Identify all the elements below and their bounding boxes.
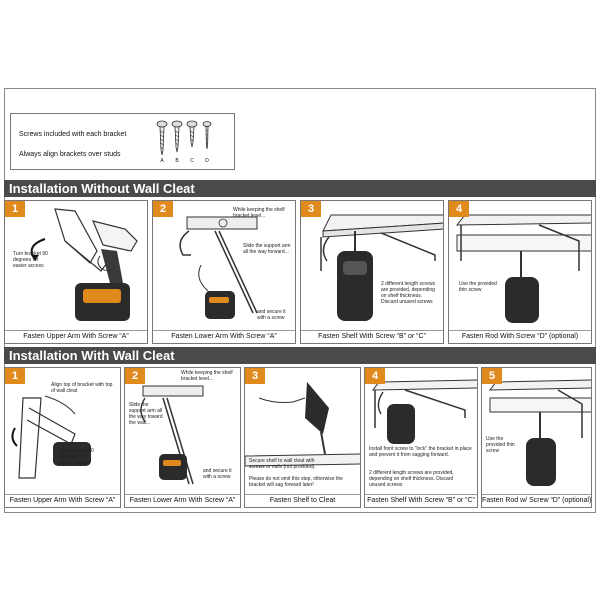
screws-legend (10, 113, 235, 170)
step-panel-1a (4, 200, 148, 344)
step-panel-5b (481, 367, 592, 508)
screw-b-icon (171, 120, 183, 160)
step-badge-2b: 2 (125, 368, 145, 384)
screw-a-label: A (160, 158, 164, 164)
step-3b-caption: Fasten Shelf to Cleat (245, 494, 360, 507)
step-4b-note-lock: Install front screw to “lock” the bracket in place and prevent it from sagging forward. (369, 446, 472, 458)
screws-included-text: Screws included with each bracket (19, 131, 127, 138)
section-title-without-cleat: Installation Without Wall Cleat (4, 180, 596, 197)
step-badge-4a: 4 (449, 201, 469, 217)
step-3b-note-secure: Secure shelf to wall cleat with screws or nails (not provided). (249, 458, 316, 470)
step-4b-note-screws: 2 different length screws are provided, depending on shelf thickness. Discard unused screws (369, 470, 454, 488)
step-4a-note-thin: Use the provided thin screw (459, 281, 497, 293)
step-1b-note-align: Align top of bracket with top of wall cleat (51, 382, 113, 394)
step-panel-1b (4, 367, 121, 508)
step-panel-3b (244, 367, 361, 508)
step-2b-illustration (125, 368, 241, 508)
step-panel-2b (124, 367, 241, 508)
step-panel-3a (300, 200, 444, 344)
step-4a-illustration (449, 201, 592, 344)
step-badge-3a: 3 (301, 201, 321, 217)
step-3b-note-warning: Please do not omit this step, otherwise the bracket will sag forward later! (249, 476, 343, 488)
step-1b-caption: Fasten Upper Arm With Screw “A” (5, 494, 120, 507)
step-2a-note-secure: and secure it with a screw (257, 309, 286, 321)
section-title-with-cleat: Installation With Wall Cleat (4, 347, 596, 364)
screw-c-icon (186, 120, 198, 160)
align-studs-text: Always align brackets over studs (19, 151, 121, 158)
step-1a-caption: Fasten Upper Arm With Screw “A” (5, 330, 147, 343)
screw-d-icon (201, 120, 213, 160)
step-2a-note-level: While keeping the shelf bracket level... (233, 207, 285, 219)
step-badge-4b: 4 (365, 368, 385, 384)
step-badge-3b: 3 (245, 368, 265, 384)
screw-d-label: D (205, 158, 209, 164)
step-panel-4a (448, 200, 592, 344)
step-badge-5b: 5 (482, 368, 502, 384)
step-5b-note-thin: Use the provided thin screw (486, 436, 515, 454)
screw-c-label: C (190, 158, 194, 164)
step-2b-note-level: While keeping the shelf bracket level... (181, 370, 233, 382)
screw-b-label: B (175, 158, 179, 164)
step-5b-caption: Fasten Rod w/ Screw “D” (optional) (482, 494, 591, 507)
step-4a-caption: Fasten Rod With Screw “D” (optional) (449, 330, 591, 343)
step-badge-1a: 1 (5, 201, 25, 217)
step-2a-caption: Fasten Lower Arm With Screw “A” (153, 330, 295, 343)
step-2b-note-secure: and secure it with a screw (203, 468, 232, 480)
step-1a-note-turn: Turn bracket 90 degrees for easier access (13, 251, 48, 269)
step-3a-note-screws: 2 different length screws are provided, depending on shelf thickness. Discard unused screws (381, 281, 436, 305)
step-badge-1b: 1 (5, 368, 25, 384)
step-2b-caption: Fasten Lower Arm With Screw “A” (125, 494, 240, 507)
step-panel-4b (364, 367, 478, 508)
step-panel-2a (152, 200, 296, 344)
screw-a-icon (156, 120, 168, 160)
step-2a-illustration (153, 201, 296, 344)
step-1b-note-turn: Turn bracket 90 degrees for easier access (59, 448, 94, 466)
step-3a-caption: Fasten Shelf With Screw “B” or “C” (301, 330, 443, 343)
step-4b-caption: Fasten Shelf With Screw “B” or “C” (365, 494, 477, 507)
step-2a-note-slide: Slide the support arm all the way forward... (243, 243, 291, 255)
step-2b-note-slide: Slide the support arm all the way toward the wall... (129, 402, 163, 426)
step-3a-illustration (301, 201, 444, 344)
step-1a-illustration (5, 201, 148, 344)
step-badge-2a: 2 (153, 201, 173, 217)
